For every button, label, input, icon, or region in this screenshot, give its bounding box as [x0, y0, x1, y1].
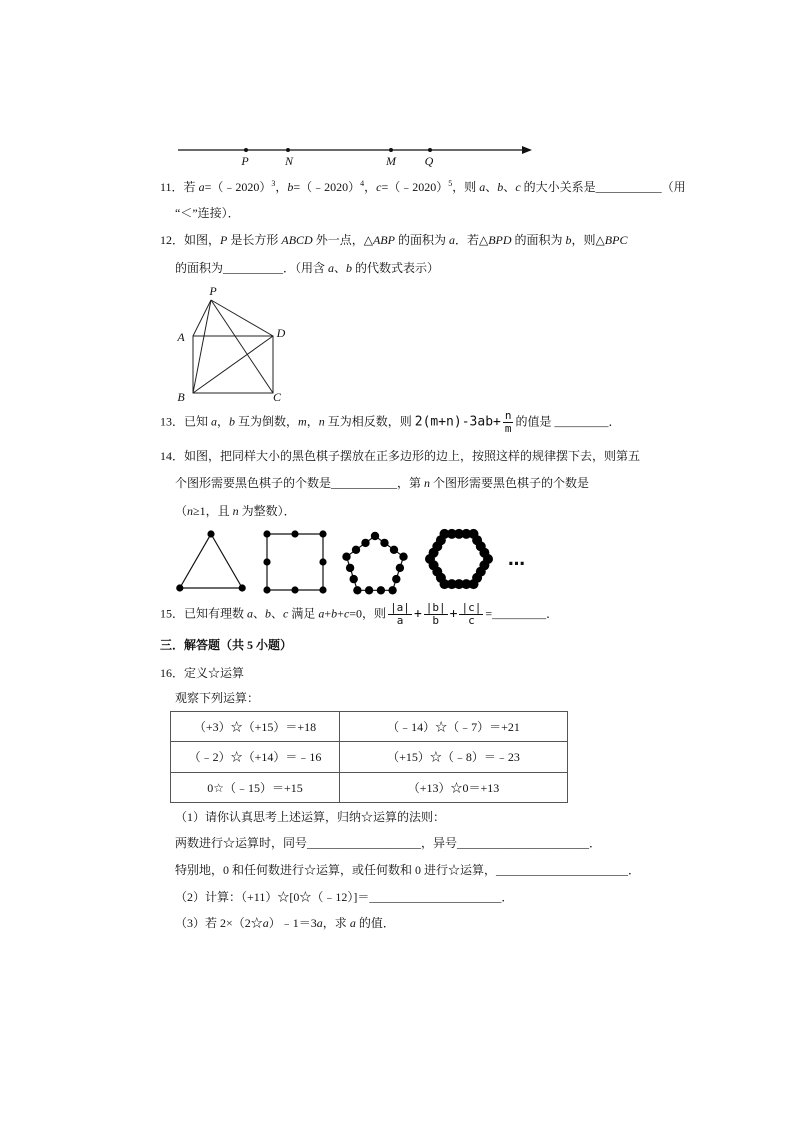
q14-line-2 — [175, 475, 589, 491]
text-run: ，则 — [452, 180, 480, 194]
text-run: 、 — [503, 180, 516, 194]
text-run: + — [324, 606, 332, 621]
text-run: =_________． — [485, 606, 559, 621]
math-variable: m — [298, 414, 307, 429]
vertex-d-label: D — [276, 326, 286, 340]
fraction-numerator: |c| — [461, 601, 482, 614]
math-variable: ABCD — [281, 233, 313, 247]
math-variable: BPD — [488, 233, 512, 247]
table-row — [171, 712, 568, 742]
text-run: ， — [364, 180, 377, 194]
text-run: （ — [175, 504, 188, 518]
point-m-dot — [389, 148, 393, 152]
math-variable: a — [318, 606, 325, 621]
chess-piece-dot — [176, 584, 183, 591]
fraction-numerator: |a| — [390, 601, 410, 614]
text-run: =（﹣2020） — [381, 180, 449, 194]
fraction-denominator: m — [504, 422, 512, 435]
segment-pd — [211, 300, 273, 336]
math-variable: n — [424, 476, 431, 490]
rectangle-figure — [170, 282, 295, 407]
q16-observe: 观察下列运算： — [175, 691, 260, 705]
q16-part2: （2）计算：（+11）☆[0☆（﹣12）]＝______________________． — [175, 890, 514, 904]
fraction-denominator: b — [432, 614, 440, 627]
text-run: =（﹣2020） — [204, 180, 272, 194]
table-cell: （+13）☆0＝+13 — [340, 772, 568, 802]
chess-piece-dot — [353, 586, 361, 594]
q11-line-1 — [160, 179, 686, 195]
text-run: 外一点，△ — [312, 233, 373, 247]
text-run: ，则△ — [571, 233, 605, 247]
chess-piece-dot — [479, 548, 489, 558]
text-run: 、 — [253, 606, 266, 621]
chess-piece-dot — [399, 553, 407, 561]
chess-piece-dot — [352, 546, 360, 554]
exponent: 4 — [360, 179, 365, 188]
text-run: 的面积为 — [394, 233, 449, 247]
math-variable: a — [247, 606, 254, 621]
text-run: 个图形需要黑色棋子的个数是___________，第 — [175, 476, 425, 490]
point-q-dot — [428, 148, 432, 152]
text-run: 个图形需要黑色棋子的个数是 — [430, 476, 590, 490]
math-variable: n — [318, 414, 325, 429]
math-variable: b — [229, 414, 236, 429]
math-variable: ABP — [372, 233, 395, 247]
text-run: ，求 — [322, 916, 350, 930]
table-cell: 0☆（﹣15）＝+15 — [171, 772, 340, 802]
ellipsis: … — [508, 550, 525, 570]
fraction — [424, 602, 448, 627]
text-run: 11．若 — [160, 180, 199, 194]
exponent: 5 — [448, 179, 453, 188]
fraction — [503, 410, 514, 435]
fraction — [388, 602, 412, 627]
math-expression: 2(m+n)-3ab+ — [414, 414, 501, 430]
table-row — [171, 772, 568, 802]
segment-bd — [193, 336, 273, 393]
text-run: 的面积为 — [511, 233, 566, 247]
text-run: ， — [306, 414, 319, 429]
text-run: 的大小关系是___________（用 — [520, 180, 686, 194]
q16-part1-prompt: （1）请你认真思考上述运算，归纳☆运算的法则： — [175, 810, 446, 824]
math-variable: b — [565, 233, 572, 247]
chess-piece-dot — [390, 546, 398, 554]
vertex-p-label: P — [209, 284, 217, 298]
math-variable: a — [448, 233, 455, 247]
fraction-numerator: n — [504, 409, 512, 422]
math-variable: b — [331, 606, 338, 621]
q14-line-1 — [160, 448, 640, 464]
math-variable: c — [283, 606, 289, 621]
q12-line-1 — [160, 232, 627, 248]
text-run: ， — [217, 414, 230, 429]
text-run: 、 — [334, 261, 347, 275]
text-run: ≥1，且 — [193, 504, 233, 518]
chess-piece-dot — [361, 539, 369, 547]
math-variable: BPC — [604, 233, 628, 247]
math-variable: a — [211, 414, 218, 429]
polygon-figure-3 — [342, 532, 407, 595]
chess-piece-dot — [263, 586, 270, 593]
text-run: ．若△ — [454, 233, 489, 247]
chess-piece-polygons-figure — [170, 520, 540, 600]
chess-piece-dot — [396, 564, 404, 572]
text-run: （3）若 2×（2☆ — [175, 916, 263, 930]
q16-part3 — [175, 915, 395, 931]
q15-line-1 — [160, 602, 558, 627]
chess-piece-dot — [377, 586, 385, 594]
chess-piece-dot — [365, 586, 373, 594]
chess-piece-dot — [346, 564, 354, 572]
text-run: ， — [275, 180, 288, 194]
text-run: 是长方形 — [227, 233, 282, 247]
chess-piece-dot — [207, 530, 214, 537]
q14-line-3 — [175, 503, 296, 519]
math-variable: b — [265, 606, 272, 621]
chess-piece-dot — [380, 539, 388, 547]
text-run: =0，则 — [349, 606, 387, 621]
math-variable: P — [220, 233, 228, 247]
segment-pa — [193, 300, 211, 336]
math-variable: a — [328, 261, 335, 275]
point-n-dot — [286, 148, 290, 152]
chess-piece-dot — [291, 530, 298, 537]
polygon-outline — [267, 534, 323, 590]
table-cell: （+15）☆（﹣8）＝﹣23 — [340, 742, 568, 772]
text-run: 的值． — [355, 916, 395, 930]
chess-piece-dot — [239, 584, 246, 591]
chess-piece-dot — [350, 575, 358, 583]
text-run: 互为倒数， — [235, 414, 299, 429]
q16-part1-rule-zero: 特别地，0 和任何数进行☆运算，或任何数和 0 进行☆运算，______________________． — [175, 863, 641, 877]
q13-line-1 — [160, 410, 620, 435]
vertex-a-label: A — [177, 330, 185, 344]
vertex-b-label: B — [177, 390, 185, 404]
fraction-denominator: a — [396, 614, 404, 627]
table-cell: （+3）☆（+15）＝+18 — [171, 712, 340, 742]
point-p-label: P — [241, 154, 249, 168]
polygon-figure-1 — [176, 530, 246, 591]
segment-pc — [211, 300, 273, 393]
point-n-label: N — [284, 154, 294, 168]
fraction-denominator: c — [468, 614, 475, 627]
operation-table — [170, 711, 568, 803]
math-variable: a — [316, 916, 323, 930]
number-line — [170, 138, 540, 170]
segment-pb — [193, 300, 211, 393]
text-run: 的值是 _________． — [515, 414, 621, 429]
polygon-figure-4 — [425, 529, 493, 589]
math-expression: + — [449, 606, 458, 622]
math-variable: b — [497, 180, 504, 194]
math-variable: a — [479, 180, 486, 194]
chess-piece-dot — [388, 586, 396, 594]
chess-piece-dot — [342, 553, 350, 561]
math-variable: c — [376, 180, 382, 194]
vertex-c-label: C — [272, 390, 282, 404]
math-variable: c — [343, 606, 350, 621]
math-variable: n — [232, 504, 239, 518]
chess-piece-dot — [319, 586, 326, 593]
text-run: 为整数）． — [238, 504, 296, 518]
math-variable: n — [187, 504, 194, 518]
math-variable: c — [515, 180, 521, 194]
text-run: 互为相反数，则 — [324, 414, 415, 429]
text-run: 15．已知有理数 — [160, 606, 248, 621]
math-expression: + — [413, 606, 422, 622]
table-cell: （﹣2）☆（+14）＝﹣16 — [171, 742, 340, 772]
math-variable: b — [346, 261, 353, 275]
fraction — [459, 602, 483, 627]
table-row — [171, 742, 568, 772]
chess-piece-dot — [319, 558, 326, 565]
point-p-dot — [244, 148, 248, 152]
chess-piece-dot — [263, 558, 270, 565]
text-run: 13．已知 — [160, 414, 212, 429]
point-m-label: M — [386, 154, 396, 168]
text-run: 的代数式表示） — [352, 261, 440, 275]
table-cell: （﹣14）☆（﹣7）＝+21 — [340, 712, 568, 742]
math-variable: a — [198, 180, 205, 194]
text-run: 12．如图， — [160, 233, 221, 247]
text-run: 、 — [271, 606, 284, 621]
math-variable: b — [287, 180, 294, 194]
point-q-label: Q — [424, 154, 434, 168]
text-run: 14．如图，把同样大小的黑色棋子摆放在正多边形的边上，按照这样的规律摆下去，则第五 — [160, 449, 641, 463]
chess-piece-dot — [392, 575, 400, 583]
text-run: ）﹣1＝3 — [268, 916, 317, 930]
exponent: 3 — [271, 179, 276, 188]
chess-piece-dot — [263, 530, 270, 537]
fraction-numerator: |b| — [425, 601, 446, 614]
q12-line-2 — [175, 260, 439, 276]
text-run: 、 — [485, 180, 498, 194]
math-variable: a — [349, 916, 356, 930]
text-run: 的面积为__________．（用含 — [175, 261, 329, 275]
q11-line-2 — [175, 205, 240, 221]
polygon-figure-2 — [263, 530, 326, 593]
q16-part1-rule-sign: 两数进行☆运算时，同号___________________，异号______________________． — [175, 836, 602, 850]
arrow-icon — [522, 146, 532, 154]
math-variable: a — [262, 916, 269, 930]
text-run: “＜”连接）． — [175, 206, 240, 220]
chess-piece-dot — [291, 586, 298, 593]
text-run: =（﹣2020） — [293, 180, 361, 194]
q16-title: 16．定义☆运算 — [160, 666, 245, 680]
polygon-outline — [180, 534, 242, 588]
text-run: + — [337, 606, 344, 621]
chess-piece-dot — [371, 532, 379, 540]
section-heading: 三．解答题（共 5 小题） — [160, 638, 293, 652]
text-run: 满足 — [288, 606, 319, 621]
chess-piece-dot — [319, 530, 326, 537]
